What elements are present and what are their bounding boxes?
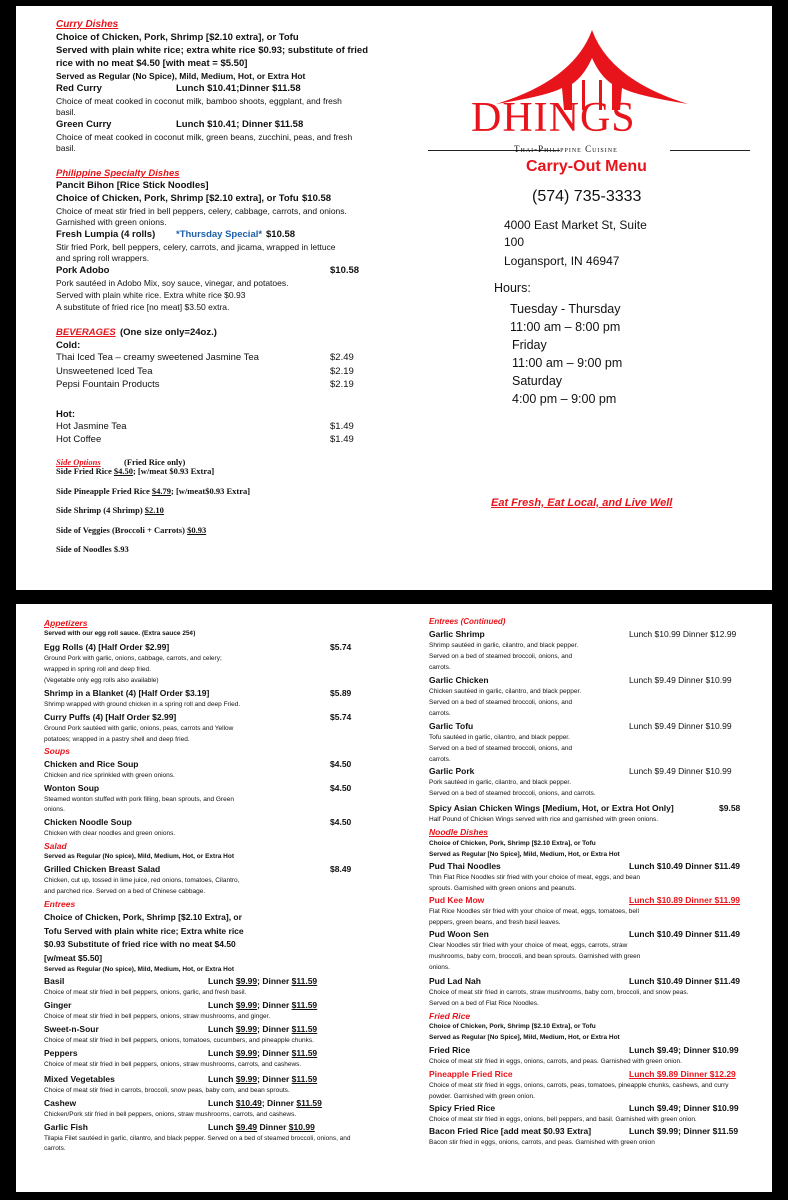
address-line-2: 100: [504, 235, 525, 249]
side-pineapple-fried-rice: Side Pineapple Fried Rice $4.79; [w/meat$0.93 Extra]: [56, 486, 251, 496]
price-dinner: $11.59: [291, 1074, 318, 1084]
shrimp-blanket-desc: Shrimp wrapped with ground chicken in a spring roll and deep Fried.: [44, 701, 241, 708]
wings-name: Spicy Asian Chicken Wings [Medium, Hot, or Extra Hot Only]: [429, 803, 674, 813]
green-curry-name: Green Curry: [56, 119, 112, 130]
curry-choice: Choice of Chicken, Pork, Shrimp [$2.10 extra], or Tofu: [56, 32, 299, 43]
entrees-choice-3: $0.93 Substitute of fried rice with no meat $4.50: [44, 939, 236, 949]
price-dinner-label: ; Dinner: [257, 1000, 292, 1010]
bev-hot-coffee: Hot Coffee: [56, 434, 102, 445]
price-dinner-label: ; Dinner: [257, 1048, 292, 1058]
hours-5: Saturday: [512, 374, 563, 388]
address-line-3: Logansport, IN 46947: [504, 254, 620, 268]
grilled-salad-price: $8.49: [330, 864, 352, 874]
price-dinner-label: ; Dinner: [257, 1074, 292, 1084]
fried-rice-price: Lunch $9.49; Dinner $10.99: [629, 1103, 739, 1113]
carry-out-title: Carry-Out Menu: [526, 158, 647, 175]
noodle-desc-2: Served on a bed of Flat Rice Noodles.: [429, 1000, 539, 1007]
slogan: Eat Fresh, Eat Local, and Live Well: [491, 497, 673, 509]
wings-desc: Half Pound of Chicken Wings served with rice and garnished with green onions.: [429, 816, 659, 823]
bev-hot-jasmine: Hot Jasmine Tea: [56, 421, 127, 432]
noodles-spice: Served as Regular [No Spice], Mild, Medium, Hot, or Extra Hot: [429, 851, 620, 858]
price-dinner: $11.59: [291, 1000, 318, 1010]
green-curry-desc-2: basil.: [56, 143, 76, 153]
entrees-choice-2: Tofu Served with plain white rice; Extra white rice: [44, 926, 244, 936]
hot-label: Hot:: [56, 409, 75, 420]
pancit-name: Pancit Bihon [Rice Stick Noodles]: [56, 180, 209, 191]
salad-note: Served as Regular (No spice), Mild, Medium, Hot, or Extra Hot: [44, 853, 234, 860]
fried-rice-price: Lunch $9.49; Dinner $10.99: [629, 1045, 739, 1055]
price-lunch-label: Lunch: [208, 1000, 236, 1010]
bev-thai-iced-tea-price: $2.49: [330, 352, 354, 363]
entree-price: [208, 1048, 317, 1058]
entrees-choice-4: [w/meat $5.50]: [44, 953, 103, 963]
chicken-rice-soup-price: $4.50: [330, 759, 352, 769]
wonton-soup-name: Wonton Soup: [44, 783, 100, 793]
shrimp-blanket-price: $5.89: [330, 688, 352, 698]
entree-cont-name: Garlic Shrimp: [429, 629, 485, 639]
adobo-desc-2: Served with plain white rice. Extra white rice $0.93: [56, 290, 246, 300]
price-dinner: $11.59: [296, 1098, 322, 1108]
noodle-price: Lunch $10.49 Dinner $11.49: [629, 929, 741, 939]
noodle-desc-2: peppers, green beans, and fresh basil leaves.: [429, 919, 561, 926]
noodle-desc: Flat Rice Noodles stir fried with your choice of meat, eggs, tomatoes, bell: [429, 908, 639, 915]
menu-page-1: [16, 6, 772, 590]
lumpia-desc: Stir fried Pork, bell peppers, celery, carrots, and jicama, wrapped in lettuce: [56, 242, 336, 252]
entrees-note: Served as Regular (No spice), Mild, Medium, Hot, or Extra Hot: [44, 966, 234, 973]
price-lunch: $9.99: [235, 1074, 258, 1084]
fried-rice-desc: Bacon stir fried in eggs, onions, carrots, and peas. Garnished with green onion: [429, 1139, 655, 1146]
lumpia-price: $10.58: [266, 229, 296, 240]
entrees-heading: Entrees: [44, 899, 76, 909]
divider-right: [670, 150, 750, 151]
bev-pepsi-price: $2.19: [330, 379, 354, 390]
appetizers-note: Served with our egg roll sauce. (Extra sauce 25¢): [44, 630, 196, 637]
appetizers-heading: Appetizers: [44, 618, 88, 628]
price-lunch-label: Lunch: [208, 1048, 236, 1058]
chicken-rice-soup-desc: Chicken and rice sprinkled with green onions.: [44, 772, 175, 779]
wings-price: $9.58: [719, 803, 741, 813]
egg-rolls-name: Egg Rolls (4) [Half Order $2.99]: [44, 642, 170, 652]
entree-price: [208, 976, 317, 986]
hours-1: Tuesday - Thursday: [510, 302, 621, 316]
fried-rice-spice: Served as Regular [No Spice], Mild, Medium, Hot, or Extra Hot: [429, 1034, 620, 1041]
phone: (574) 735-3333: [532, 188, 642, 205]
noodle-name: Pud Thai Noodles: [429, 861, 501, 871]
noodle-desc: Clear Noodles stir fried with your choice of meat, eggs, carrots, straw: [429, 942, 628, 949]
entree-desc: Choice of meat stir fried in bell peppers, onions, straw mushrooms, carrots, and cashews.: [44, 1061, 302, 1068]
entree-cont-desc: Pork sautéed in garlic, cilantro, and black pepper.: [429, 779, 572, 786]
price-lunch-label: Lunch: [208, 1024, 236, 1034]
fried-rice-desc: Choice of meat stir fried in eggs, onions, bell peppers, and basil. Garnished with green onion.: [429, 1116, 697, 1123]
side-noodles: Side of Noodles $.93: [56, 544, 129, 554]
soups-heading: Soups: [44, 746, 70, 756]
noodle-price: Lunch $10.49 Dinner $11.49: [629, 861, 741, 871]
beverages-heading: BEVERAGES: [56, 327, 116, 338]
lumpia-desc-2: and spring roll wrappers.: [56, 253, 150, 263]
chicken-noodle-soup-name: Chicken Noodle Soup: [44, 817, 132, 827]
curry-spice: Served as Regular (No Spice), Mild, Medium, Hot, or Extra Hot: [56, 71, 306, 81]
entree-name: Garlic Fish: [44, 1122, 88, 1132]
curry-puffs-desc: Ground Pork sautéed with garlic, onions, peas, carrots and Yellow: [44, 725, 234, 732]
menu-page-2: [16, 604, 772, 1192]
pancit-price: $10.58: [302, 193, 332, 204]
chicken-noodle-soup-desc: Chicken with clear noodles and green onions.: [44, 830, 176, 837]
entree-cont-desc-3: carrots.: [429, 664, 451, 671]
entree-name: Ginger: [44, 1000, 72, 1010]
fried-rice-price: Lunch $9.89 Dinner $12.29: [629, 1069, 736, 1079]
curry-puffs-name: Curry Puffs (4) [Half Order $2.99]: [44, 712, 177, 722]
hours-6: 4:00 pm – 9:00 pm: [512, 392, 617, 406]
side-veggies: Side of Veggies (Broccoli + Carrots) $0.93: [56, 525, 207, 535]
price-dinner-label: ; Dinner: [257, 1024, 292, 1034]
side-fried-rice: Side Fried Rice $4.50; [w/meat $0.93 Extra]: [56, 466, 215, 476]
entree-cont-price: Lunch $9.49 Dinner $10.99: [629, 721, 732, 731]
curry-rice-2: rice with no meat $4.50 [with meat = $5.50]: [56, 58, 248, 69]
chicken-rice-soup-name: Chicken and Rice Soup: [44, 759, 139, 769]
fried-rice-name: Bacon Fried Rice [add meat $0.93 Extra]: [429, 1126, 592, 1136]
pancit-desc-2: Garnished with green onions.: [56, 217, 167, 227]
price-dinner: $11.59: [291, 1024, 318, 1034]
entree-name: Sweet-n-Sour: [44, 1024, 99, 1034]
salad-heading: Salad: [44, 841, 67, 851]
price-lunch: $9.99: [235, 976, 258, 986]
entree-price: [208, 1122, 315, 1132]
sides-note: (Fried Rice only): [124, 457, 186, 467]
price-lunch-label: Lunch: [208, 1098, 236, 1108]
bev-unsweet-tea: Unsweetened Iced Tea: [56, 366, 153, 377]
entree-cont-desc: Chicken sautéed in garlic, cilantro, and black pepper.: [429, 688, 582, 695]
price-lunch: $9.99: [235, 1024, 258, 1034]
egg-rolls-price: $5.74: [330, 642, 352, 652]
price-dinner: $11.59: [291, 1048, 318, 1058]
entree-name: Basil: [44, 976, 65, 986]
entree-cont-name: Garlic Chicken: [429, 675, 489, 685]
noodle-price: Lunch $10.49 Dinner $11.49: [629, 976, 741, 986]
adobo-name: Pork Adobo: [56, 265, 110, 276]
noodle-desc: Choice of meat stir fried in carrots, straw mushrooms, baby corn, broccoli, and snow peas.: [429, 989, 689, 996]
entree-cont-desc-2: Served on a bed of steamed broccoli, onions, and: [429, 745, 573, 752]
sides-heading: Side Options: [56, 457, 101, 467]
bev-thai-iced-tea: Thai Iced Tea – creamy sweetened Jasmine Tea: [56, 352, 259, 363]
fried-rice-desc: Choice of meat stir fried in eggs, onions, carrots, and peas. Garnished with green onion.: [429, 1058, 682, 1065]
fried-rice-heading: Fried Rice: [429, 1011, 471, 1021]
fried-rice-name: Pineapple Fried Rice: [429, 1069, 513, 1079]
price-lunch-label: Lunch: [208, 976, 236, 986]
entree-name: Peppers: [44, 1048, 78, 1058]
green-curry-desc: Choice of meat cooked in coconut milk, green beans, zucchini, peas, and fresh: [56, 132, 353, 142]
price-lunch-label: Lunch: [208, 1074, 236, 1084]
hours-3: Friday: [512, 338, 547, 352]
price-dinner-label: Dinner: [257, 1122, 289, 1132]
price-dinner: $11.59: [291, 976, 318, 986]
price-lunch: $9.49: [235, 1122, 258, 1132]
red-curry-name: Red Curry: [56, 83, 102, 94]
entree-cont-name: Garlic Tofu: [429, 721, 474, 731]
entree-price: [208, 1098, 322, 1108]
entree-desc: Choice of meat stir fried in bell peppers, onions, tomatoes, cucumbers, and pineapple chunks.: [44, 1037, 314, 1044]
entree-cont-desc-2: Served on a bed of steamed broccoli, onions, and carrots.: [429, 790, 596, 797]
pancit-choice: Choice of Chicken, Pork, Shrimp [$2.10 extra], or Tofu: [56, 193, 299, 204]
beverages-size: (One size only=24oz.): [120, 327, 217, 338]
noodle-desc: Thin Flat Rice Noodles stir fried with your choice of meat, eggs, and bean: [429, 874, 640, 881]
fried-rice-desc: Choice of meat stir fried in eggs, onions, carrots, peas, tomatoes, pineapple chunks, cashews, and curry: [429, 1082, 729, 1089]
entrees-continued-heading: Entrees (Continued): [429, 617, 506, 626]
entrees-choice: Choice of Chicken, Pork, Shrimp [$2.10 Extra], or: [44, 912, 242, 922]
entree-desc: Choice of meat stir fried in bell peppers, onions, garlic, and fresh basil.: [44, 989, 247, 996]
fried-rice-desc-2: powder. Garnished with green onion.: [429, 1093, 535, 1100]
hours-4: 11:00 am – 9:00 pm: [512, 356, 623, 370]
price-dinner-label: ; Dinner: [257, 976, 292, 986]
price-lunch-label: Lunch: [208, 1122, 236, 1132]
green-curry-price: Lunch $10.41; Dinner $11.58: [176, 119, 304, 130]
philippine-heading: Philippine Specialty Dishes: [56, 168, 180, 179]
entree-cont-desc-3: carrots.: [429, 710, 451, 717]
curry-puffs-price: $5.74: [330, 712, 352, 722]
noodle-desc-3: onions.: [429, 964, 450, 971]
noodle-desc-2: sprouts. Garnished with green onions and peanuts.: [429, 885, 577, 892]
adobo-price: $10.58: [330, 265, 360, 276]
entree-cont-desc: Shrimp sautéed in garlic, cilantro, and black pepper.: [429, 642, 579, 649]
side-shrimp: Side Shrimp (4 Shrimp) $2.10: [56, 505, 164, 515]
entree-cont-price: Lunch $9.49 Dinner $10.99: [629, 675, 732, 685]
entree-cont-desc-2: Served on a bed of steamed broccoli, onions, and: [429, 653, 573, 660]
curry-heading: Curry Dishes: [56, 19, 119, 30]
grilled-salad-desc-2: and parched rice. Served on a bed of Chinese cabbage.: [44, 888, 206, 895]
egg-rolls-desc: Ground Pork with garlic, onions, cabbage, carrots, and celery;: [44, 655, 222, 662]
thursday-special: *Thursday Special*: [176, 229, 263, 240]
cold-label: Cold:: [56, 340, 81, 351]
brand-tagline: Thai-Philippine Cuisine: [514, 144, 618, 154]
wonton-soup-desc-2: onions.: [44, 806, 65, 813]
fried-rice-name: Spicy Fried Rice: [429, 1103, 496, 1113]
entree-price: [208, 1000, 317, 1010]
entree-desc: Chicken/Pork stir fried in bell peppers, onions, straw mushrooms, carrots, and cashews.: [44, 1111, 297, 1118]
chicken-noodle-soup-price: $4.50: [330, 817, 352, 827]
entree-name: Mixed Vegetables: [44, 1074, 115, 1084]
brand-name: DHINGS: [471, 95, 636, 141]
noodles-choice: Choice of Chicken, Pork, Shrimp [$2.10 Extra], or Tofu: [429, 840, 596, 847]
grilled-salad-name: Grilled Chicken Breast Salad: [44, 864, 161, 874]
hours-2: 11:00 am – 8:00 pm: [510, 320, 621, 334]
shrimp-blanket-name: Shrimp in a Blanket (4) [Half Order $3.19]: [44, 688, 210, 698]
price-dinner: $10.99: [288, 1122, 315, 1132]
egg-rolls-desc-2: wrapped in spring roll and deep fried.: [44, 666, 151, 673]
entree-name: Cashew: [44, 1098, 77, 1108]
fried-rice-name: Fried Rice: [429, 1045, 471, 1055]
egg-rolls-desc-3: (Vegetable only egg rolls also available): [44, 677, 159, 684]
red-curry-price: Lunch $10.41;Dinner $11.58: [176, 83, 301, 94]
bev-hot-jasmine-price: $1.49: [330, 421, 354, 432]
wonton-soup-price: $4.50: [330, 783, 352, 793]
curry-rice: Served with plain white rice; extra white rice $0.93; substitute of fried: [56, 45, 369, 56]
lumpia-name: Fresh Lumpia (4 rolls): [56, 229, 156, 240]
price-lunch: $10.49: [235, 1098, 262, 1108]
red-curry-desc: Choice of meat cooked in coconut milk, bamboo shoots, eggplant, and fresh: [56, 96, 342, 106]
fried-rice-choice: Choice of Chicken, Pork, Shrimp [$2.10 Extra], or Tofu: [429, 1023, 596, 1030]
entree-desc: Tilapia Filet sautéed in garlic, cilantro, and black pepper. Served on a bed of steamed broccoli, onions, and: [44, 1135, 351, 1142]
entree-price: [208, 1074, 317, 1084]
entree-cont-desc-3: carrots.: [429, 756, 451, 763]
entree-desc: Choice of meat stir fried in carrots, broccoli, snow peas, baby corn, and bean sprouts.: [44, 1087, 290, 1094]
hours-label: Hours:: [494, 281, 531, 295]
address-line-1: 4000 East Market St, Suite: [504, 218, 647, 232]
curry-puffs-desc-2: potatoes; wrapped in a pastry shell and deep fried.: [44, 736, 190, 743]
entree-cont-price: Lunch $10.99 Dinner $12.99: [629, 629, 737, 639]
entree-cont-desc: Tofu sautéed in garlic, cilantro, and black pepper.: [429, 734, 570, 741]
adobo-desc-3: A substitute of fried rice [no meat] $3.50 extra.: [56, 302, 230, 312]
adobo-desc: Pork sautéed in Adobo Mix, soy sauce, vinegar, and potatoes.: [56, 278, 289, 288]
noodle-price: Lunch $10.89 Dinner $11.99: [629, 895, 741, 905]
bev-hot-coffee-price: $1.49: [330, 434, 354, 445]
noodle-name: Pud Woon Sen: [429, 929, 489, 939]
fried-rice-price: Lunch $9.99; Dinner $11.59: [629, 1126, 739, 1136]
entree-cont-name: Garlic Pork: [429, 766, 475, 776]
entree-cont-price: Lunch $9.49 Dinner $10.99: [629, 766, 732, 776]
red-curry-desc-2: basil.: [56, 107, 76, 117]
noodle-name: Pud Lad Nah: [429, 976, 481, 986]
price-lunch: $9.99: [235, 1000, 258, 1010]
noodle-name: Pud Kee Mow: [429, 895, 485, 905]
bev-pepsi: Pepsi Fountain Products: [56, 379, 160, 390]
pancit-desc: Choice of meat stir fried in bell peppers, celery, cabbage, carrots, and onions.: [56, 206, 347, 216]
bev-unsweet-tea-price: $2.19: [330, 366, 354, 377]
price-dinner-label: ; Dinner: [261, 1098, 297, 1108]
price-lunch: $9.99: [235, 1048, 258, 1058]
entree-cont-desc-2: Served on a bed of steamed broccoli, onions, and: [429, 699, 573, 706]
entree-desc-2: carrots.: [44, 1145, 66, 1152]
entree-price: [208, 1024, 317, 1034]
noodles-heading: Noodle Dishes: [429, 827, 489, 837]
noodle-desc-2: mushrooms, baby corn, broccoli, and bean sprouts. Garnished with green: [429, 953, 641, 960]
entree-desc: Choice of meat stir fried in bell peppers, onions, straw mushrooms, and ginger.: [44, 1013, 271, 1020]
grilled-salad-desc: Chicken, cut up, tossed in lime juice, red onions, tomatoes, Cilantro,: [44, 877, 240, 884]
wonton-soup-desc: Steamed wonton stuffed with pork filling, bean sprouts, and Green: [44, 796, 234, 803]
